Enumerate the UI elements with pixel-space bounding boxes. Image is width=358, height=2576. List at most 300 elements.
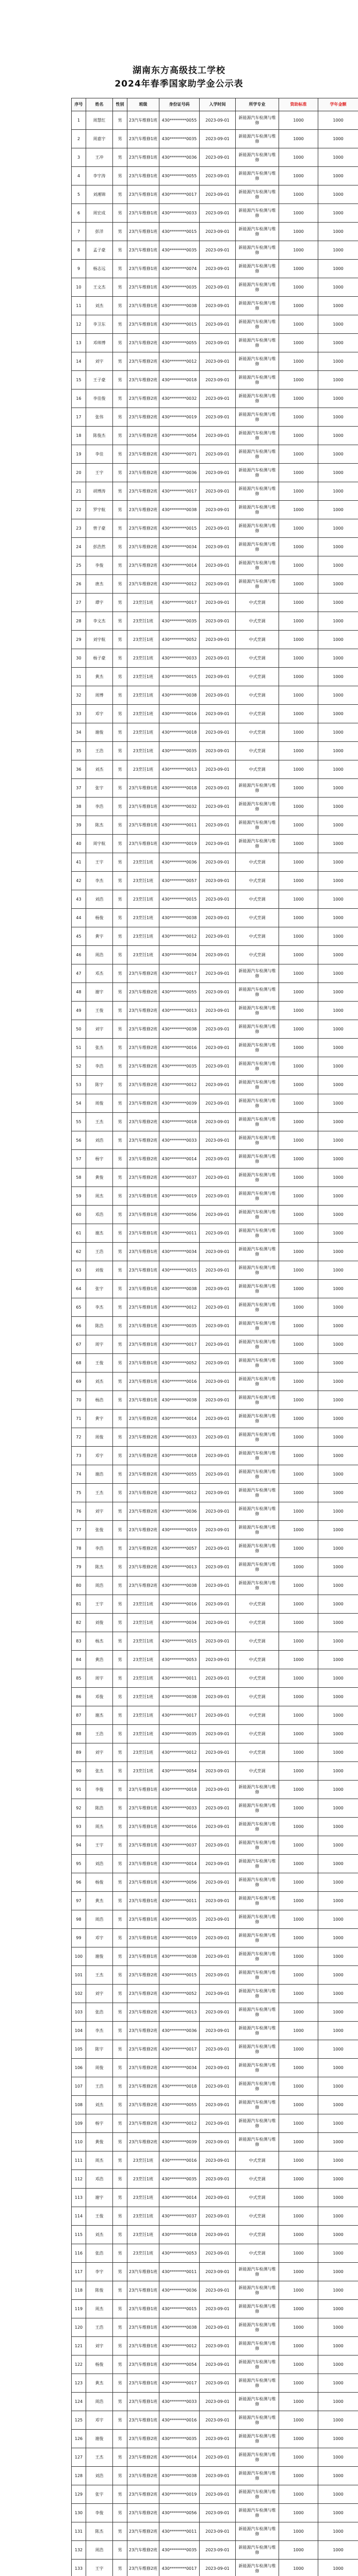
table-cell: 2023-09-01 — [200, 371, 236, 389]
table-cell: 孟子豪 — [86, 241, 113, 260]
table-cell: 新能源汽车检测与维修 — [236, 2393, 279, 2411]
table-cell: 95 — [72, 1855, 86, 1873]
table-cell: 男 — [113, 2411, 127, 2430]
table-cell: 430********0052 — [159, 1354, 200, 1372]
table-cell: 1000 — [318, 1280, 358, 1298]
table-cell: 2023-09-01 — [200, 2059, 236, 2077]
table-cell: 1000 — [318, 1224, 358, 1243]
table-row — [72, 927, 358, 946]
table-cell: 48 — [72, 983, 86, 1002]
table-cell: 430********0034 — [159, 1614, 200, 1632]
table-cell: 2023-09-01 — [200, 1094, 236, 1113]
table-row — [72, 1688, 358, 1706]
table-cell: 430********0012 — [159, 1298, 200, 1317]
table-cell: 23汽车维修1班 — [127, 278, 159, 297]
table-cell: 2023-09-01 — [200, 1057, 236, 1076]
table-cell: 2023-09-01 — [200, 631, 236, 649]
table-cell: 23汽车维修2班 — [127, 1521, 159, 1539]
table-cell: 430********0017 — [159, 185, 200, 204]
table-cell: 新能源汽车检测与维修 — [236, 1354, 279, 1372]
table-cell: 新能源汽车检测与维修 — [236, 1539, 279, 1558]
table-cell: 曾子豪 — [86, 519, 113, 538]
table-row — [72, 1354, 358, 1372]
table-cell: 23汽车维修1班 — [127, 2337, 159, 2355]
table-cell: 1000 — [318, 1521, 358, 1539]
table-cell: 男 — [113, 2374, 127, 2393]
table-cell: 新能源汽车检测与维修 — [236, 2430, 279, 2448]
table-cell: 男 — [113, 2281, 127, 2300]
table-row — [72, 1781, 358, 1799]
table-cell: 122 — [72, 2355, 86, 2374]
table-cell: 黄宇 — [86, 927, 113, 946]
table-cell: 430********0039 — [159, 1094, 200, 1113]
table-cell: 1000 — [279, 1187, 318, 1206]
table-cell: 430********0019 — [159, 408, 200, 427]
table-cell: 23汽车维修1班 — [127, 204, 159, 223]
table-cell: 67 — [72, 1335, 86, 1354]
table-row — [72, 1484, 358, 1502]
table-cell: 1000 — [318, 946, 358, 964]
table-cell: 1000 — [318, 853, 358, 872]
table-cell: 23汽车维修1班 — [127, 779, 159, 798]
table-cell: 男 — [113, 464, 127, 482]
table-cell: 430********0019 — [159, 2485, 200, 2504]
column-header: 所学专业 — [236, 98, 279, 111]
table-cell: 邓宇 — [86, 1447, 113, 1465]
table-cell: 46 — [72, 946, 86, 964]
table-cell: 男 — [113, 2467, 127, 2485]
table-cell: 刘俊 — [86, 1614, 113, 1632]
table-cell: 1000 — [318, 297, 358, 315]
table-cell: 1000 — [279, 538, 318, 556]
table-cell: 430********0015 — [159, 2300, 200, 2318]
table-cell: 1000 — [318, 1762, 358, 1781]
table-cell: 男 — [113, 2244, 127, 2263]
table-cell: 50 — [72, 1020, 86, 1039]
table-cell: 1000 — [318, 1187, 358, 1206]
table-cell: 1000 — [318, 538, 358, 556]
table-cell: 周俊 — [86, 1428, 113, 1447]
table-cell: 周宇 — [86, 1335, 113, 1354]
table-cell: 周慧红 — [86, 111, 113, 130]
table-cell: 新能源汽车检测与维修 — [236, 1094, 279, 1113]
table-cell: 1000 — [318, 1632, 358, 1651]
table-cell: 新能源汽车检测与维修 — [236, 835, 279, 853]
table-row — [72, 2226, 358, 2244]
table-cell: 2023-09-01 — [200, 501, 236, 519]
table-cell: 1000 — [279, 1892, 318, 1910]
table-cell: 新能源汽车检测与维修 — [236, 501, 279, 519]
table-cell: 1000 — [318, 2374, 358, 2393]
table-cell: 黄宇 — [86, 1410, 113, 1428]
table-cell: 中式烹调 — [236, 1614, 279, 1632]
table-cell: 63 — [72, 1261, 86, 1280]
table-cell: 2023-09-01 — [200, 130, 236, 148]
table-cell: 张宇 — [86, 1280, 113, 1298]
table-cell: 430********0014 — [159, 1150, 200, 1168]
table-cell: 16 — [72, 389, 86, 408]
table-cell: 51 — [72, 1039, 86, 1057]
table-row — [72, 723, 358, 742]
table-cell: 男 — [113, 1131, 127, 1150]
table-cell: 1000 — [318, 649, 358, 668]
table-cell: 71 — [72, 1410, 86, 1428]
table-cell: 23汽车维修1班 — [127, 167, 159, 185]
table-cell: 1000 — [279, 612, 318, 631]
table-cell: 430********0018 — [159, 723, 200, 742]
table-cell: 中式烹调 — [236, 2207, 279, 2226]
table-row — [72, 556, 358, 575]
table-cell: 2023-09-01 — [200, 519, 236, 538]
table-cell: 17 — [72, 408, 86, 427]
table-cell: 周嘉宇 — [86, 130, 113, 148]
table-cell: 男 — [113, 1298, 127, 1317]
table-cell: 430********0035 — [159, 2430, 200, 2448]
table-cell: 新能源汽车检测与维修 — [236, 1484, 279, 1502]
table-cell: 430********0018 — [159, 1781, 200, 1799]
table-cell: 新能源汽车检测与维修 — [236, 334, 279, 352]
table-cell: 1000 — [279, 723, 318, 742]
table-cell: 1000 — [318, 2170, 358, 2189]
table-cell: 1000 — [279, 2485, 318, 2504]
table-cell: 2023-09-01 — [200, 853, 236, 872]
table-cell: 2023-09-01 — [200, 185, 236, 204]
table-cell: 1000 — [279, 1836, 318, 1855]
table-cell: 23烹饪1班 — [127, 2189, 159, 2207]
table-row — [72, 2170, 358, 2189]
table-cell: 男 — [113, 1150, 127, 1168]
table-cell: 1000 — [318, 1836, 358, 1855]
table-cell: 王俊 — [86, 1002, 113, 1020]
table-cell: 中式烹调 — [236, 705, 279, 723]
table-cell: 邓浩 — [86, 2170, 113, 2189]
table-cell: 133 — [72, 2560, 86, 2576]
table-cell: 男 — [113, 2096, 127, 2114]
table-cell: 谢杰 — [86, 1224, 113, 1243]
table-cell: 2023-09-01 — [200, 1873, 236, 1892]
table-cell: 中式烹调 — [236, 760, 279, 779]
table-cell: 新能源汽车检测与维修 — [236, 315, 279, 334]
table-cell: 2023-09-01 — [200, 779, 236, 798]
table-cell: 中式烹调 — [236, 2170, 279, 2189]
table-cell: 男 — [113, 1539, 127, 1558]
table-cell: 男 — [113, 668, 127, 686]
table-cell: 1000 — [279, 1002, 318, 1020]
table-row — [72, 612, 358, 631]
table-cell: 1000 — [318, 2560, 358, 2576]
table-cell: 男 — [113, 1206, 127, 1224]
table-cell: 1000 — [318, 2541, 358, 2560]
table-cell: 男 — [113, 352, 127, 371]
table-cell: 1000 — [318, 1020, 358, 1039]
table-cell: 1000 — [318, 1002, 358, 1020]
table-cell: 128 — [72, 2467, 86, 2485]
table-cell: 男 — [113, 1391, 127, 1410]
table-row — [72, 1298, 358, 1317]
table-cell: 陈俊 — [86, 2281, 113, 2300]
table-cell: 黄浩 — [86, 1651, 113, 1669]
table-cell: 23汽车维修1班 — [127, 1317, 159, 1335]
table-cell: 新能源汽车检测与维修 — [236, 371, 279, 389]
table-cell: 430********0014 — [159, 2189, 200, 2207]
table-cell: 22 — [72, 501, 86, 519]
table-cell: 23汽车维修1班 — [127, 1391, 159, 1410]
table-cell: 中式烹调 — [236, 1762, 279, 1781]
table-cell: 1000 — [318, 2393, 358, 2411]
table-cell: 男 — [113, 2522, 127, 2541]
table-cell: 25 — [72, 556, 86, 575]
table-row — [72, 1168, 358, 1187]
table-cell: 1000 — [279, 1113, 318, 1131]
table-cell: 1000 — [318, 185, 358, 204]
table-row — [72, 1243, 358, 1261]
table-cell: 23汽车维修2班 — [127, 538, 159, 556]
table-cell: 李俊 — [86, 556, 113, 575]
table-cell: 男 — [113, 519, 127, 538]
table-cell: 中式烹调 — [236, 1651, 279, 1669]
table-cell: 430********0037 — [159, 1168, 200, 1187]
table-cell: 39 — [72, 816, 86, 835]
table-cell: 23汽车维修2班 — [127, 1131, 159, 1150]
table-row — [72, 742, 358, 760]
table-cell: 新能源汽车检测与维修 — [236, 2522, 279, 2541]
table-cell: 新能源汽车检测与维修 — [236, 2541, 279, 2560]
table-cell: 2023-09-01 — [200, 241, 236, 260]
table-cell: 1000 — [279, 519, 318, 538]
table-cell: 23汽车维修1班 — [127, 1910, 159, 1929]
table-cell: 1000 — [279, 1391, 318, 1410]
table-row — [72, 1057, 358, 1076]
table-cell: 2023-09-01 — [200, 2114, 236, 2133]
table-cell: 新能源汽车检测与维修 — [236, 185, 279, 204]
table-cell: 2023-09-01 — [200, 1799, 236, 1818]
table-cell: 男 — [113, 2189, 127, 2207]
table-cell: 2023-09-01 — [200, 1206, 236, 1224]
table-cell: 2023-09-01 — [200, 1985, 236, 2003]
table-cell: 刘宇 — [86, 1743, 113, 1762]
table-cell: 64 — [72, 1280, 86, 1298]
table-cell: 王子豪 — [86, 371, 113, 389]
table-cell: 23烹饪1班 — [127, 1632, 159, 1651]
table-cell: 23汽车维修1班 — [127, 2355, 159, 2374]
table-cell: 125 — [72, 2411, 86, 2430]
table-cell: 114 — [72, 2207, 86, 2226]
table-cell: 430********0018 — [159, 2077, 200, 2096]
table-cell: 男 — [113, 2059, 127, 2077]
table-cell: 1000 — [318, 1910, 358, 1929]
table-cell: 23烹饪1班 — [127, 723, 159, 742]
table-cell: 82 — [72, 1614, 86, 1632]
table-cell: 新能源汽车检测与维修 — [236, 2411, 279, 2430]
table-row — [72, 575, 358, 594]
table-cell: 430********0035 — [159, 2170, 200, 2189]
table-cell: 2023-09-01 — [200, 111, 236, 130]
table-cell: 1000 — [279, 297, 318, 315]
table-cell: 1000 — [279, 2133, 318, 2151]
table-cell: 新能源汽车检测与维修 — [236, 1428, 279, 1447]
table-cell: 1000 — [318, 1335, 358, 1354]
scholarship-table-container — [71, 98, 358, 2576]
table-cell: 新能源汽车检测与维修 — [236, 556, 279, 575]
table-cell: 新能源汽车检测与维修 — [236, 1280, 279, 1298]
table-cell: 121 — [72, 2337, 86, 2355]
table-cell: 23汽车维修1班 — [127, 2318, 159, 2337]
table-cell: 中式烹调 — [236, 668, 279, 686]
table-cell: 1000 — [318, 612, 358, 631]
table-cell: 1000 — [279, 2022, 318, 2040]
table-cell: 1000 — [279, 2411, 318, 2430]
table-cell: 23汽车维修1班 — [127, 1799, 159, 1818]
table-cell: 1000 — [318, 1465, 358, 1484]
table-cell: 新能源汽车检测与维修 — [236, 1836, 279, 1855]
table-cell: 76 — [72, 1502, 86, 1521]
table-cell: 430********0035 — [159, 1725, 200, 1743]
table-cell: 36 — [72, 760, 86, 779]
table-cell: 李杰 — [86, 1298, 113, 1317]
table-cell: 李杰 — [86, 2022, 113, 2040]
table-row — [72, 2541, 358, 2560]
table-cell: 69 — [72, 1372, 86, 1391]
table-cell: 430********0012 — [159, 575, 200, 594]
table-cell: 23汽车维修2班 — [127, 464, 159, 482]
table-cell: 新能源汽车检测与维修 — [236, 983, 279, 1002]
table-cell: 430********0036 — [159, 148, 200, 167]
table-cell: 430********0018 — [159, 2226, 200, 2244]
table-cell: 430********0055 — [159, 983, 200, 1002]
table-cell: 陈杰 — [86, 816, 113, 835]
table-cell: 23汽车维修2班 — [127, 427, 159, 445]
table-cell: 王宇 — [86, 2560, 113, 2576]
table-cell: 1000 — [318, 1614, 358, 1632]
table-cell: 1000 — [279, 1855, 318, 1873]
table-cell: 王浩 — [86, 742, 113, 760]
table-cell: 10 — [72, 278, 86, 297]
table-cell: 2023-09-01 — [200, 1428, 236, 1447]
table-row — [72, 1113, 358, 1131]
table-cell: 2023-09-01 — [200, 2318, 236, 2337]
table-cell: 李卫东 — [86, 315, 113, 334]
table-row — [72, 798, 358, 816]
table-cell: 1000 — [318, 408, 358, 427]
table-cell: 1000 — [318, 1039, 358, 1057]
table-cell: 中式烹调 — [236, 909, 279, 927]
table-cell: 430********0017 — [159, 2560, 200, 2576]
table-cell: 88 — [72, 1725, 86, 1743]
table-cell: 23汽车维修1班 — [127, 1836, 159, 1855]
table-cell: 男 — [113, 798, 127, 816]
table-cell: 男 — [113, 612, 127, 631]
table-cell: 23汽车维修1班 — [127, 2300, 159, 2318]
table-row — [72, 2411, 358, 2430]
table-cell: 男 — [113, 983, 127, 1002]
table-cell: 李文杰 — [86, 612, 113, 631]
table-cell: 新能源汽车检测与维修 — [236, 2133, 279, 2151]
table-cell: 1000 — [318, 2522, 358, 2541]
table-cell: 男 — [113, 1094, 127, 1113]
table-row — [72, 1187, 358, 1206]
table-row — [72, 1725, 358, 1743]
table-cell: 新能源汽车检测与维修 — [236, 964, 279, 983]
table-cell: 男 — [113, 2003, 127, 2022]
table-cell: 新能源汽车检测与维修 — [236, 2040, 279, 2059]
table-cell: 23烹饪1班 — [127, 909, 159, 927]
table-cell: 112 — [72, 2170, 86, 2189]
table-cell: 2023-09-01 — [200, 1502, 236, 1521]
table-cell: 70 — [72, 1391, 86, 1410]
table-cell: 男 — [113, 2300, 127, 2318]
table-cell: 19 — [72, 445, 86, 464]
table-cell: 116 — [72, 2244, 86, 2263]
table-cell: 23烹饪1班 — [127, 1651, 159, 1669]
table-cell: 2023-09-01 — [200, 1002, 236, 1020]
table-cell: 男 — [113, 927, 127, 946]
table-cell: 23汽车维修1班 — [127, 1818, 159, 1836]
table-cell: 430********0037 — [159, 2207, 200, 2226]
column-header: 性别 — [113, 98, 127, 111]
table-cell: 1000 — [279, 334, 318, 352]
table-cell: 108 — [72, 2096, 86, 2114]
table-cell: 29 — [72, 631, 86, 649]
table-header-row — [72, 98, 358, 111]
table-cell: 1000 — [318, 1725, 358, 1743]
table-cell: 104 — [72, 2022, 86, 2040]
table-cell: 1000 — [318, 890, 358, 909]
table-cell: 1000 — [279, 853, 318, 872]
table-cell: 23汽车维修2班 — [127, 482, 159, 501]
table-row — [72, 686, 358, 705]
table-row — [72, 779, 358, 798]
table-cell: 27 — [72, 594, 86, 612]
table-cell: 1000 — [318, 1706, 358, 1725]
table-cell: 1000 — [279, 1317, 318, 1335]
table-cell: 23汽车维修2班 — [127, 334, 159, 352]
table-cell: 1000 — [318, 1094, 358, 1113]
table-cell: 新能源汽车检测与维修 — [236, 223, 279, 241]
table-row — [72, 1910, 358, 1929]
table-cell: 23汽车维修2班 — [127, 2077, 159, 2096]
table-cell: 2023-09-01 — [200, 594, 236, 612]
table-cell: 4 — [72, 167, 86, 185]
table-cell: 23汽车维修1班 — [127, 2411, 159, 2430]
table-cell: 新能源汽车检测与维修 — [236, 1929, 279, 1947]
table-cell: 男 — [113, 297, 127, 315]
table-cell: 430********0016 — [159, 2151, 200, 2170]
table-cell: 中式烹调 — [236, 1743, 279, 1762]
table-cell: 23汽车维修2班 — [127, 2467, 159, 2485]
table-cell: 1000 — [279, 1799, 318, 1818]
table-row — [72, 352, 358, 371]
table-cell: 430********0035 — [159, 1910, 200, 1929]
table-cell: 81 — [72, 1595, 86, 1614]
table-cell: 1000 — [279, 2207, 318, 2226]
table-cell: 中式烹调 — [236, 723, 279, 742]
table-row — [72, 2374, 358, 2393]
table-row — [72, 1577, 358, 1595]
table-cell: 周博 — [86, 686, 113, 705]
table-cell: 23烹饪1班 — [127, 1595, 159, 1614]
table-cell: 430********0035 — [159, 1317, 200, 1335]
table-cell: 84 — [72, 1651, 86, 1669]
table-cell: 新能源汽车检测与维修 — [236, 2003, 279, 2022]
table-cell: 谢俊 — [86, 1947, 113, 1966]
table-cell: 新能源汽车检测与维修 — [236, 1873, 279, 1892]
table-cell: 王冲 — [86, 148, 113, 167]
table-cell: 王浩 — [86, 1243, 113, 1261]
table-cell: 1000 — [279, 1521, 318, 1539]
table-row — [72, 2133, 358, 2151]
table-cell: 430********0035 — [159, 2541, 200, 2560]
table-cell: 男 — [113, 1002, 127, 1020]
